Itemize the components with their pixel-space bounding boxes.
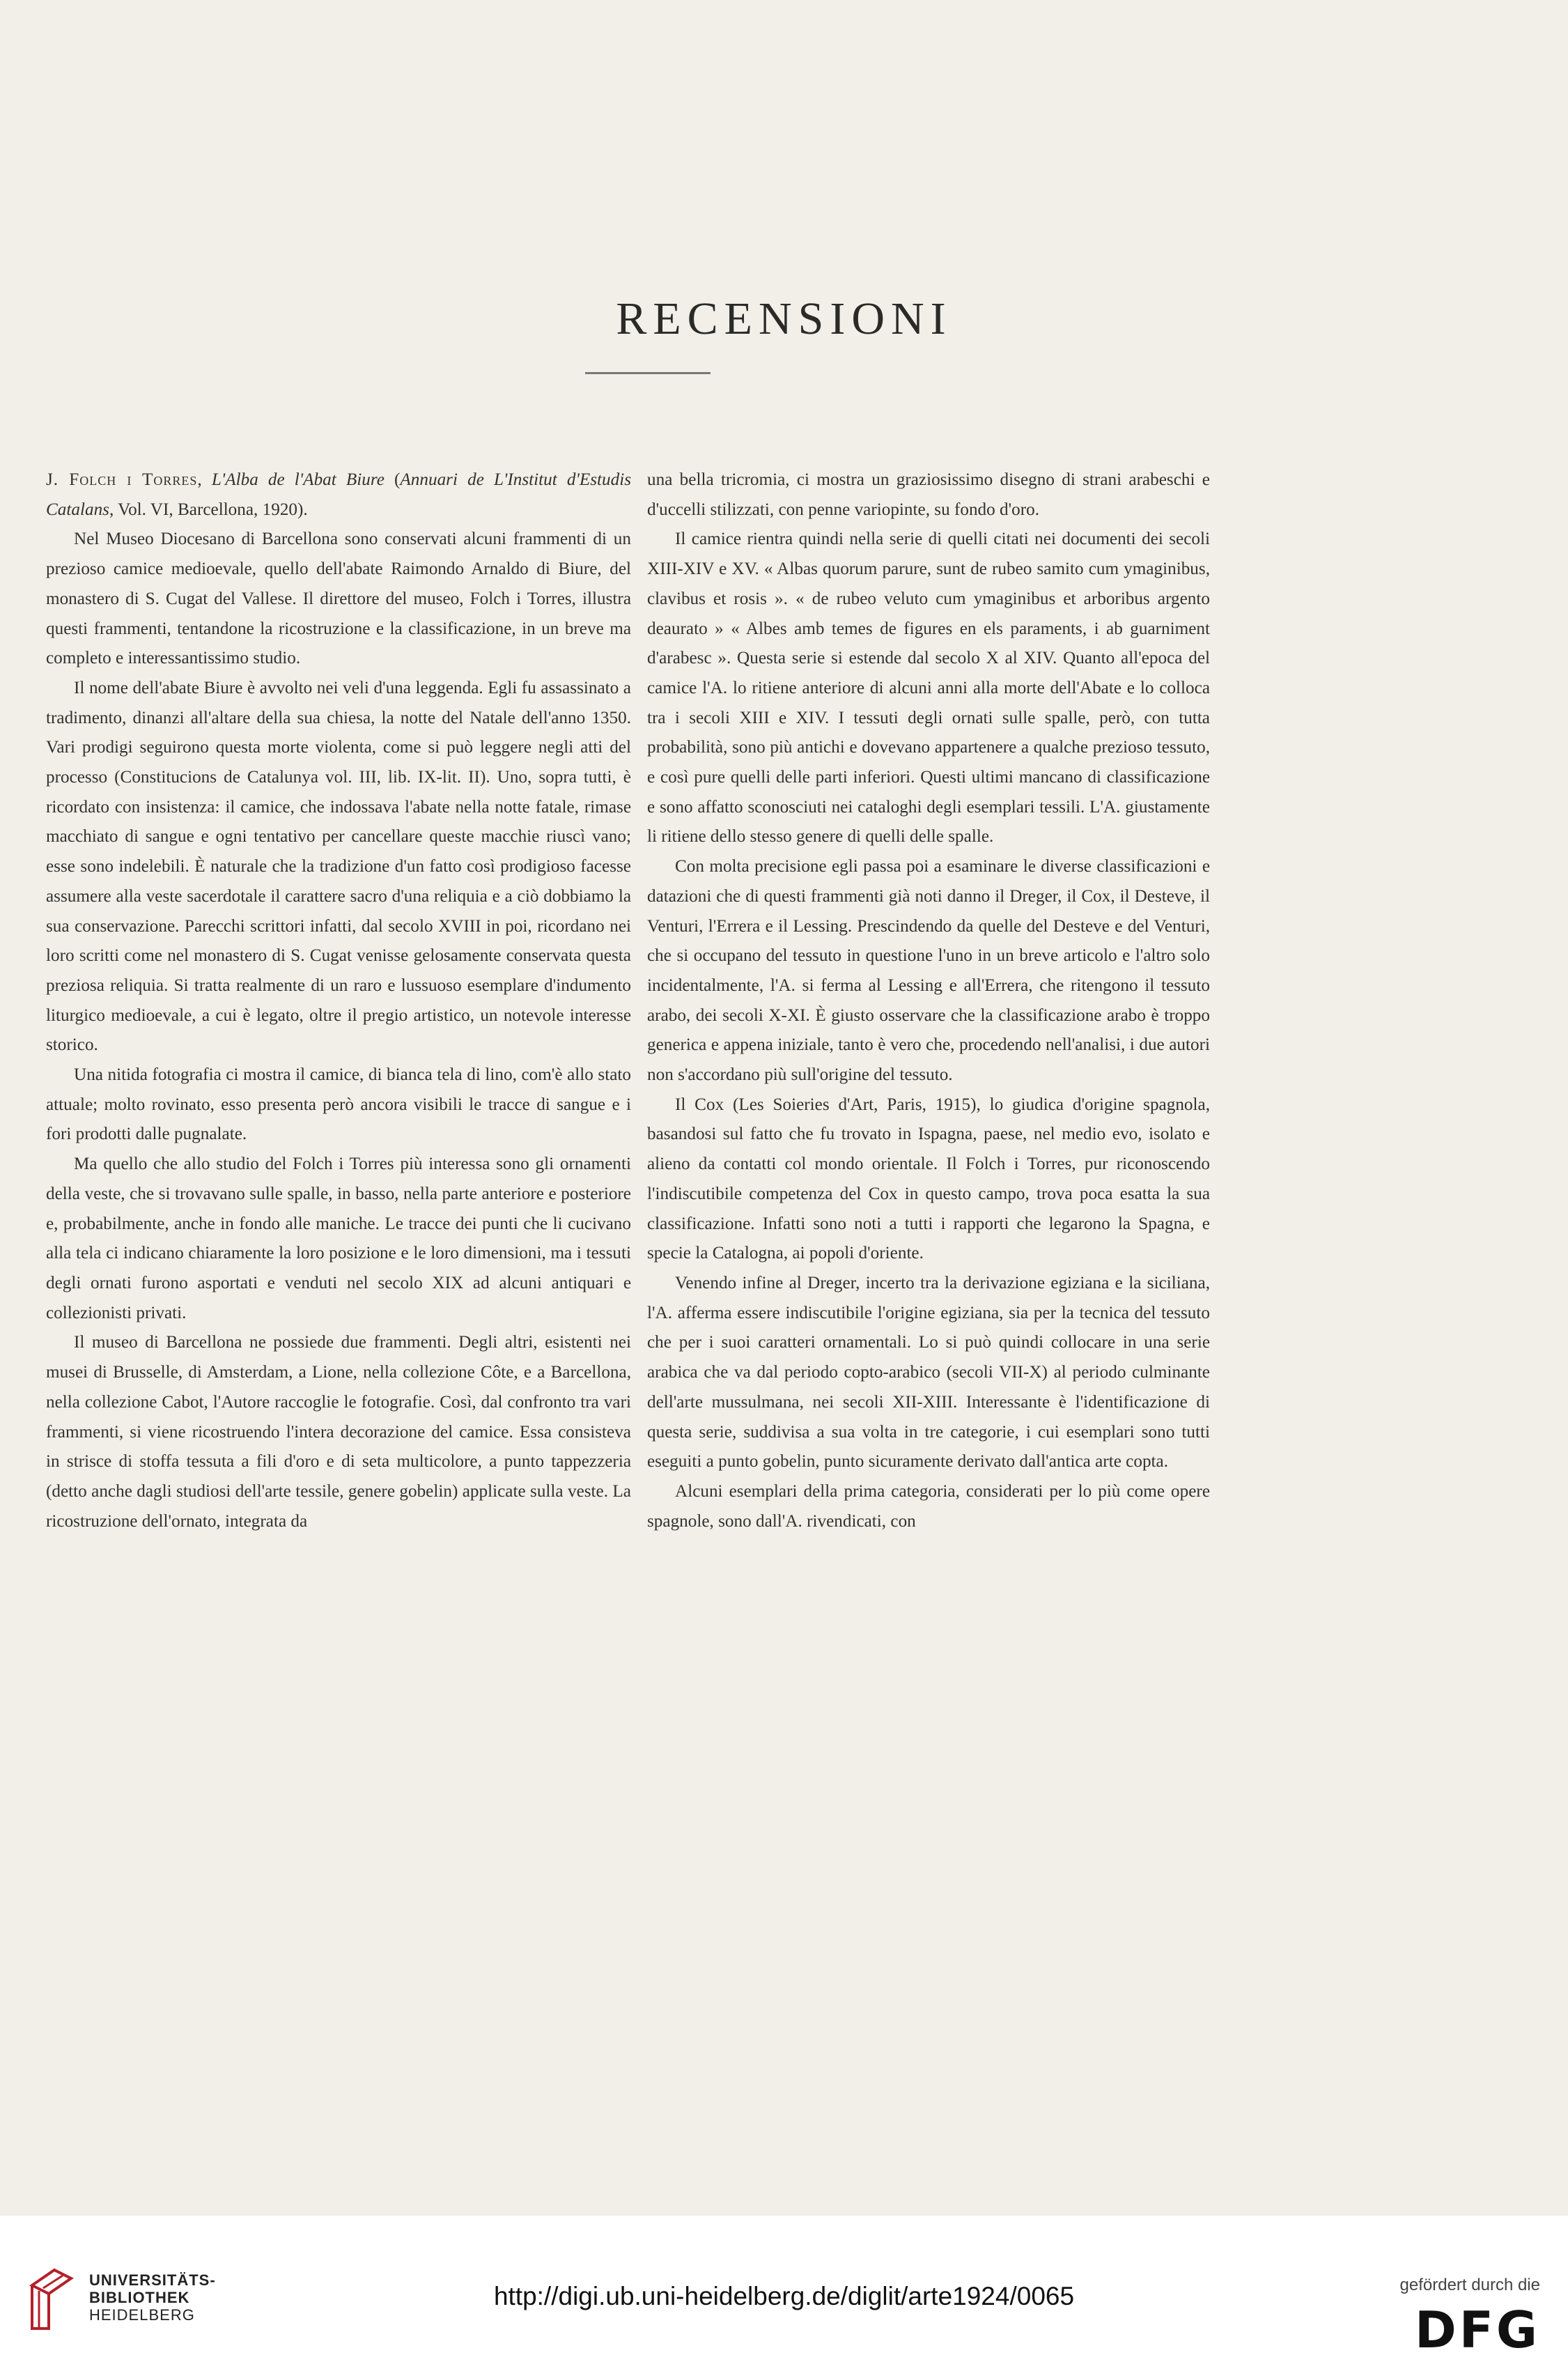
library-name-line: UNIVERSITÄTS- [89,2271,216,2289]
left-paragraph: Il nome dell'abate Biure è avvolto nei veli d'una leggenda. Egli fu assassinato a tradimento, dinanzi all'altare della sua chiesa, la notte del Natale dell'anno 1350. Vari prodigi seguirono questa morte violenta, come si può leggere negli atti del processo (Constitucions de Catalunya vol. III, lib. IX-lit. II). Uno, sopra tutti, è ricordato con insistenza: il camice, che indossava l'abate nella notte fatale, rimase macchiato di sangue e ogni tentativo per cancellare queste macchie riuscì vano; esse sono indelebili. È naturale che la tradizione d'un fatto così prodigioso facesse assumere alla veste sacerdotale il carattere sacro d'una reliquia e a ciò dobbiamo la sua conservazione. Parecchi scrittori infatti, dal secolo XVIII in poi, ricordano nei loro scritti come nel monastero di S. Cugat venisse gelosamente conservata questa preziosa reliquia. Si tratta realmente di un raro e lussuoso esemplare d'indumento liturgico medioevale, a cui è legato, oltre il pregio artistico, un notevole interesse storico. [46,678,631,1055]
right-paragraph: una bella tricromia, ci mostra un graziosissimo disegno di strani arabeschi e d'uccelli stilizzati, con penne variopinte, su fondo d'oro. [647,470,1210,519]
left-paragraph: Una nitida fotografia ci mostra il camice, di bianca tela di lino, com'è allo stato attuale; molto rovinato, esso presenta però ancora visibili le tracce di sangue e i fori prodotti dalle pugnalate. [46,1065,631,1144]
left-paragraph: Il museo di Barcellona ne possiede due frammenti. Degli altri, esistenti nei musei di Brusselle, di Amsterdam, a Lione, nella collezione Côte, e a Barcellona, nella collezione Cabot, l'Autore raccoglie le fotografie. Così, dal confronto tra vari frammenti, si viene ricostruendo l'intera decorazione del camice. Essa consisteva in strisce di stoffa tessuta a fili d'oro e di seta multicolore, a punto tappezzeria (detto anche dagli studiosi dell'arte tessile, genere gobelin) applicate sulla veste. La ricostruzione dell'ornato, integrata da [46,1333,631,1531]
page-title: RECENSIONI [616,293,952,344]
library-name-line: BIBLIOTHEK [89,2289,190,2306]
title-rule [585,372,711,374]
right-paragraph: Alcuni esemplari della prima categoria, considerati per lo più come opere spagnole, sono dall'A. rivendicati, con [647,1481,1210,1531]
review-citation: J. Folch i Torres, L'Alba de l'Abat Biure (Annuari de L'Institut d'Estudis Catalans, Vol. VI, Barcellona, 1920). [46,470,632,519]
review-work: L'Alba de l'Abat Biure [211,470,385,489]
review-journal: Annuari de L'Institut d'Estudis Catalans [46,470,632,519]
review-details: , Vol. VI, Barcellona, 1920). [109,500,308,519]
source-url-link[interactable]: http://digi.ub.uni-heidelberg.de/diglit/arte1924/0065 [493,2282,1075,2310]
library-name-line: HEIDELBERG [89,2306,195,2324]
dfg-logo: DFG [1414,2301,1540,2359]
footer-bar [0,2216,1568,2378]
right-paragraph: Venendo infine al Dreger, incerto tra la derivazione egiziana e la siciliana, l'A. afferma essere indiscutibile l'origine egiziana, sia per la tecnica del tessuto che per i suoi caratteri ornamentali. Lo si può quindi collocare in una serie arabica che va dal periodo copto-arabico (secoli VII-X) al periodo culminante dell'arte mussulmana, nei secoli XII-XIII. Interessante è l'identificazione di questa serie, suddivisa a sua volta in tre categorie, i cui esemplari sono tutti eseguiti a punto gobelin, punto sicuramente derivato dall'antica arte copta. [647,1273,1210,1472]
right-paragraph: Il camice rientra quindi nella serie di quelli citati nei documenti dei secoli XIII-XIV e XV. « Albas quorum parure, sunt de rubeo samito cum ymaginibus, clavibus et rosis ». « de rubeo veluto cum ymaginibus et arboribus argento deaurato » « Albes amb temes de figures en els paraments, i ab guarniment d'arabesc ». Questa serie si estende dal secolo X al XIV. Quanto all'epoca del camice l'A. lo ritiene anteriore di alcuni anni alla morte dell'Abate e lo colloca tra i secoli XIII e XIV. I tessuti degli ornati sulle spalle, però, con tutta probabilità, sono più antichi e dovevano appartenere a qualche prezioso tessuto, e così pure quelli delle parti inferiori. Questi ultimi mancano di classificazione e sono affatto sconosciuti nei cataloghi degli esemplari tessili. L'A. giustamente li ritiene dello stesso genere di quelli delle spalle. [647,530,1210,847]
right-column [647,465,1210,1536]
review-author: J. Folch i Torres [46,470,198,489]
left-paragraph: Nel Museo Diocesano di Barcellona sono conservati alcuni frammenti di un prezioso camice medioevale, quello dell'abate Raimondo Arnaldo di Biure, del monastero di S. Cugat del Vallese. Il direttore del museo, Folch i Torres, illustra questi frammenti, tentandone la ricostruzione e la classificazione, in un breve ma completo e interessantissimo studio. [46,530,631,668]
left-paragraph: Ma quello che allo studio del Folch i Torres più interessa sono gli ornamenti della veste, che si trovavano sulle spalle, in basso, nella parte anteriore e posteriore e, probabilmente, anche in fondo alle maniche. Le tracce dei punti che li cucivano alla tela ci indicano chiaramente la loro posizione e le loro dimensioni, ma i tessuti degli ornati furono asportati e venduti nel secolo XIX ad alcuni antiquari e collezionisti privati. [46,1155,631,1322]
left-column [46,465,631,1536]
right-paragraph: Con molta precisione egli passa poi a esaminare le diverse classificazioni e datazioni che di questi frammenti già noti danno il Dreger, il Cox, il Desteve, il Venturi, l'Errera e il Lessing. Prescindendo da quelle del Desteve e del Venturi, che si occupano del tessuto in questione l'uno in un breve articolo e l'altro solo incidentalmente, l'A. si ferma al Lessing e all'Errera, che ritengono il tessuto arabo, dei secoli X-XI. È giusto osservare che la classificazione arabo è troppo generica e appena iniziale, tanto è vero che, procedendo nell'analisi, i due autori non s'accordano più sull'origine del tessuto. [647,857,1210,1085]
funded-by-label: gefördert durch die [1399,2276,1540,2294]
right-paragraph: Il Cox (Les Soieries d'Art, Paris, 1915), lo giudica d'origine spagnola, basandosi sul fatto che fu trovato in Ispagna, paese, nel medio evo, isolato e alieno da contatti col mondo orientale. Il Folch i Torres, pur riconoscendo l'indiscutibile competenza del Cox in questo campo, trova poca esatta la sua classificazione. Infatti sono noti a tutti i rapporti che legarono la Spagna, e specie la Catalogna, ai popoli d'oriente. [647,1095,1210,1263]
